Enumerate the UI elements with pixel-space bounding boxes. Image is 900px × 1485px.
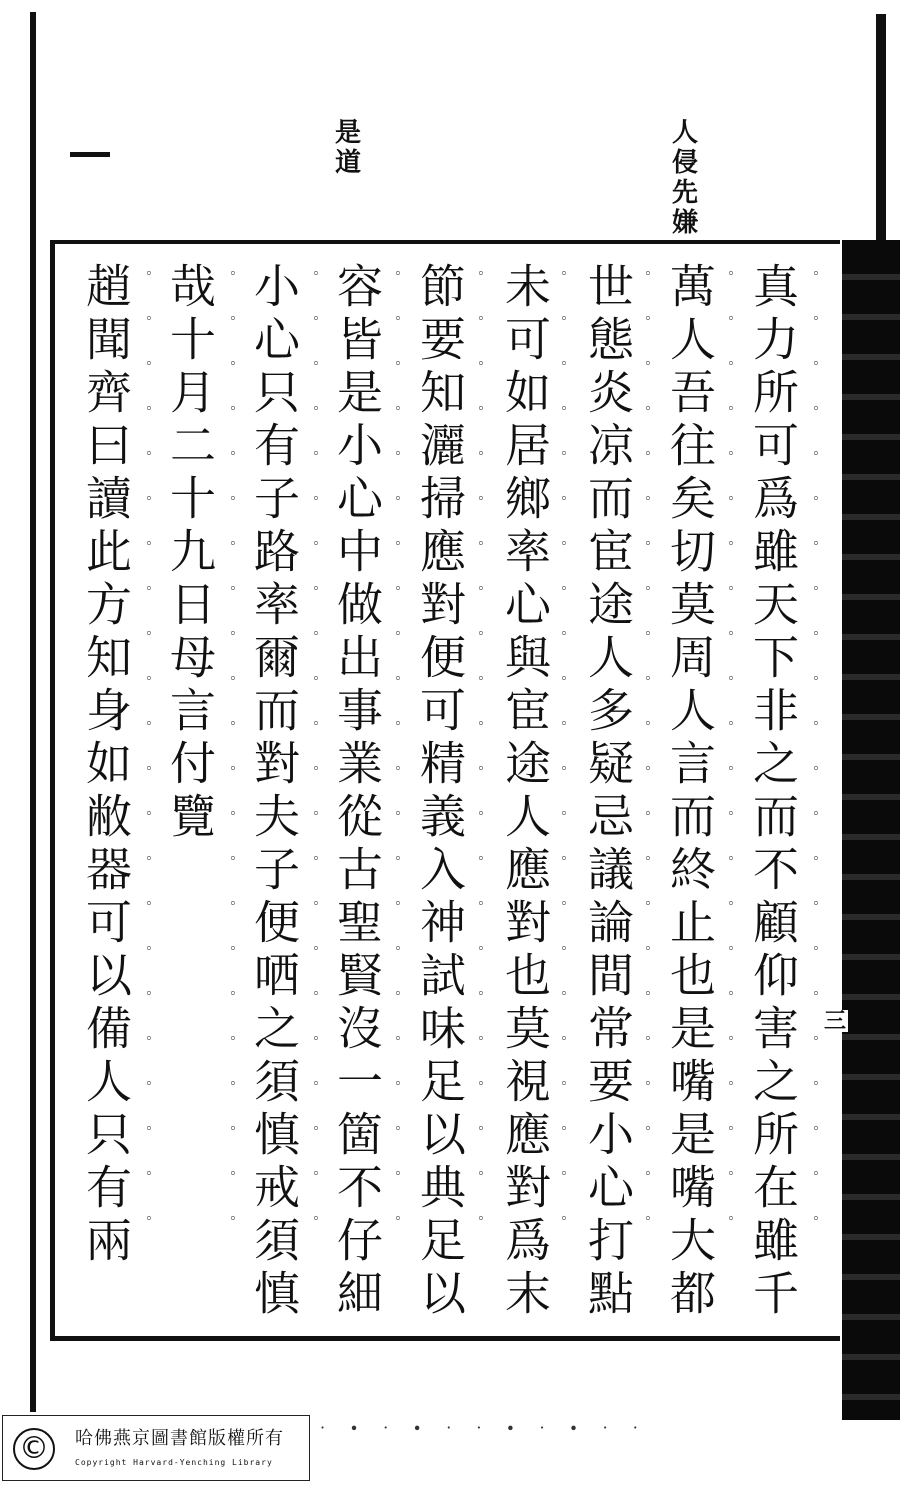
text-column-1: 真力所可爲雖天下非之而不顧仰害之所在雖千: [746, 262, 800, 1322]
copyright-icon: ©: [13, 1428, 55, 1470]
punctuation-dots-2: 。。。。。。。。。。。。。。。。。。。。。。: [718, 270, 734, 1267]
punctuation-dots-4: 。。。。。。。。。。。。。。。。。。。。。。: [551, 270, 567, 1267]
punctuation-dots-5: 。。。。。。。。。。。。。。。。。。。。。。: [468, 270, 484, 1267]
punctuation-dots-3: 。。。。。。。。。。。。。。。。。。。。。。: [635, 270, 651, 1267]
binding-top-line: [876, 14, 886, 240]
text-column-3: 世態炎凉而宦途人多疑忌議論間常要小心打點: [581, 262, 635, 1322]
frame-left-border: [50, 240, 55, 1341]
punctuation-dots-7: 。。。。。。。。。。。。。。。。。。。。。。: [303, 270, 319, 1267]
margin-dash: [70, 152, 110, 157]
text-column-9: 趙聞齊曰讀此方知身如敝器可以備人只有兩: [79, 262, 133, 1269]
punctuation-dots-6: 。。。。。。。。。。。。。。。。。。。。。。: [385, 270, 401, 1267]
copyright-chinese: 哈佛燕京圖書館版權所有: [75, 1428, 284, 1449]
header-label-right: 人侵先嫌: [671, 118, 698, 238]
folio-number: 三: [823, 1008, 846, 1034]
text-column-8: 哉十月二十九日母言付覽: [163, 262, 217, 845]
copyright-english: Copyright Harvard-Yenching Library: [75, 1458, 273, 1467]
punctuation-dots-9: 。。。。。。。。。。。。。。。。。。。。。。: [136, 270, 152, 1267]
header-label-left: 是道: [334, 118, 361, 178]
frame-bottom-border: [50, 1336, 840, 1341]
text-column-2: 萬人吾往矣切莫周人言而終止也是嘴是嘴大都: [663, 262, 717, 1322]
binding-strip: [842, 240, 900, 1420]
margin-speckles: · ∙ · ∙ · · ∙ · ∙ · ·: [320, 1418, 648, 1437]
punctuation-dots-8: 。。。。。。。。。。。。。。。。。。。。。。: [220, 270, 236, 1267]
text-column-6: 容皆是小心中做出事業從古聖賢沒一箇不仔細: [330, 262, 384, 1322]
copyright-stamp: [2, 1415, 310, 1481]
punctuation-dots-1: 。。。。。。。。。。。。。。。。。。。。。。: [803, 270, 819, 1267]
text-column-5: 節要知灑掃應對便可精義入神試味足以典足以: [413, 262, 467, 1322]
frame-top-border: [50, 240, 840, 244]
text-column-4: 未可如居鄉率心與宦途人應對也莫視應對爲末: [498, 262, 552, 1322]
text-column-7: 小心只有子路率爾而對夫子便哂之須慎戒須慎: [247, 262, 301, 1322]
page-edge-line: [30, 12, 36, 1412]
